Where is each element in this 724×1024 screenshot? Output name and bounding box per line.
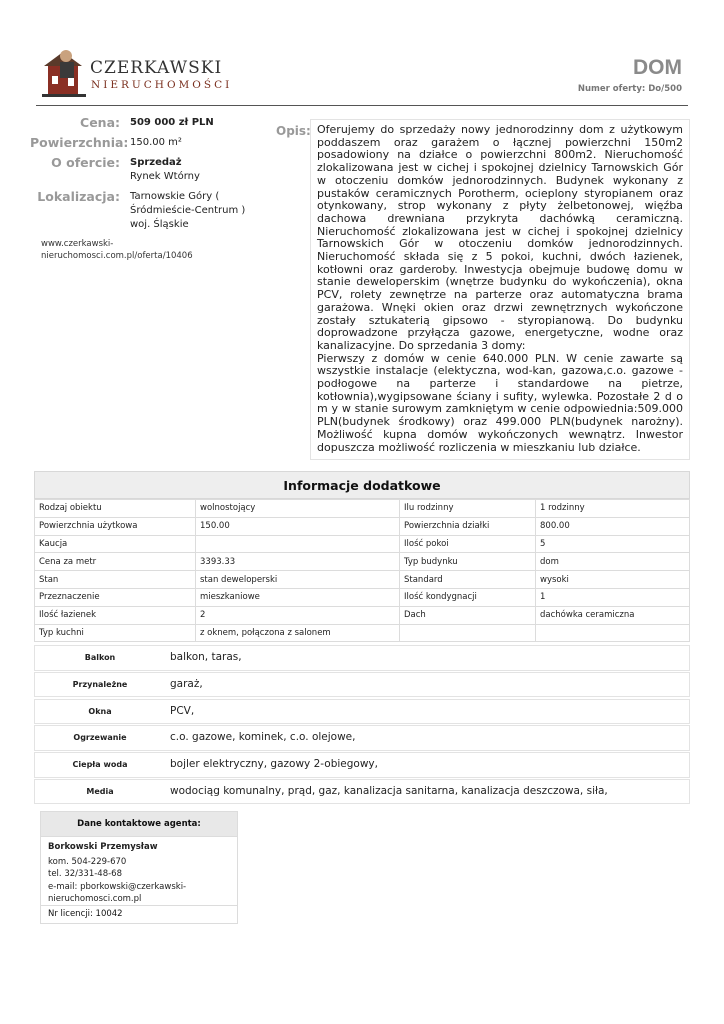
location-line: Śródmieście-Centrum ) (130, 205, 246, 216)
feature-label: Balkon (84, 653, 116, 662)
table-cell: Ilość pokoi (400, 535, 536, 553)
table-cell: Ilość łazienek (35, 606, 196, 624)
price-value: 509 000 zł PLN (130, 117, 214, 128)
agent-email-line: nieruchomosci.com.pl (48, 894, 142, 904)
table-row (35, 517, 690, 535)
feature-row-hot-water (34, 752, 690, 778)
offer-type: Sprzedaż (130, 157, 182, 168)
table-cell: dom (536, 553, 690, 571)
table-cell (536, 624, 690, 642)
offer-url-line: www.czerkawski- (41, 239, 114, 249)
feature-value: balkon, taras, (170, 651, 242, 663)
table-row (35, 606, 690, 624)
table-cell: dachówka ceramiczna (536, 606, 690, 624)
table-cell: Kaucja (35, 535, 196, 553)
table-cell: Stan (35, 571, 196, 589)
table-cell: 800.00 (536, 517, 690, 535)
feature-value: garaż, (170, 677, 203, 690)
feature-value: wodociąg komunalny, prąd, gaz, kanalizacja sanitarna, kanalizacja deszczowa, siła, (170, 784, 608, 797)
table-cell: Typ budynku (400, 553, 536, 571)
offer-url-link[interactable] (41, 238, 241, 262)
agent-license: Nr licencji: 10042 (41, 905, 237, 923)
offer-label: O ofercie: (51, 155, 120, 170)
table-cell: 5 (536, 535, 690, 553)
feature-label: Przynależne (72, 679, 128, 689)
agent-name: Borkowski Przemysław (48, 842, 158, 852)
table-cell: Przeznaczenie (35, 588, 196, 606)
table-cell: Typ kuchni (35, 624, 196, 642)
table-row (35, 571, 690, 589)
area-label: Powierzchnia: (30, 135, 129, 150)
table-cell: wolnostojący (196, 500, 400, 518)
table-cell: 1 rodzinny (536, 500, 690, 518)
price-row (30, 116, 265, 136)
table-cell: stan deweloperski (196, 571, 400, 589)
feature-value: bojler elektryczny, gazowy 2-obiegowy, (170, 758, 378, 771)
area-value: 150.00 m² (130, 137, 182, 148)
table-cell: Powierzchnia działki (400, 517, 536, 535)
table-cell: Ilość kondygnacji (400, 588, 536, 606)
table-cell: Rodzaj obiektu (35, 500, 196, 518)
feature-row-heating (34, 725, 690, 751)
location-label: Lokalizacja: (37, 189, 120, 204)
location-line: woj. Śląskie (130, 219, 189, 230)
table-row (35, 624, 690, 642)
agent-email-line: e-mail: pborkowski@czerkawski- (48, 881, 187, 892)
agent-mobile[interactable]: kom. 504-229-670 (48, 856, 127, 867)
table-cell: Cena za metr (35, 553, 196, 571)
feature-row-balcony (34, 645, 690, 671)
offer-url-line: nieruchomosci.com.pl/oferta/10406 (41, 251, 193, 261)
table-cell: mieszkaniowe (196, 588, 400, 606)
table-cell: Dach (400, 606, 536, 624)
additional-info-title: Informacje dodatkowe (34, 471, 690, 499)
additional-info (34, 471, 690, 642)
price-label: Cena: (80, 115, 120, 130)
offer-summary (30, 116, 265, 232)
table-cell: 1 (536, 588, 690, 606)
table-row (35, 535, 690, 553)
property-type-title: DOM (633, 56, 682, 79)
offer-row (30, 156, 265, 190)
description-label: Opis: (276, 124, 311, 138)
logo-figure-icon (42, 46, 86, 98)
feature-row-utilities (34, 779, 690, 805)
table-cell: 3393.33 (196, 553, 400, 571)
header-divider (36, 105, 688, 106)
brand-subtitle: NIERUCHOMOŚCI (91, 79, 233, 91)
location-row (30, 190, 265, 232)
agent-email[interactable] (48, 881, 230, 906)
table-row (35, 588, 690, 606)
description-text: Pierwszy z domów w cenie 640.000 PLN. W cenie zawarte są wszystkie instalacje (elektyczna, wod-kan, gazowa,c.o. gazowe - podłogowe na parterze i standardowe na pietrze, kotłownia),wygipsowane ściany i sufity, wylewka. Pozostałe 2 d o m y w stanie surowym zamkniętym w cenie odpowiednia:509.000 PLN(budynek środkowy) oraz 499.000 PLN(budynek narożny). Możliwość kupna domów wykończonych wewnątrz. Inwestor dopuszcza możliwość rozliczenia w mieszkaniu lub działce. (317, 351, 683, 454)
table-cell: 150.00 (196, 517, 400, 535)
feature-row-appurtenances (34, 672, 690, 698)
feature-label: Media (86, 786, 114, 796)
features-list (34, 645, 690, 806)
agent-card-title: Dane kontaktowe agenta: (41, 812, 237, 837)
table-row (35, 500, 690, 518)
offer-number: Numer oferty: Do/500 (577, 84, 682, 94)
market-type: Rynek Wtórny (130, 171, 200, 182)
table-cell: Powierzchnia użytkowa (35, 517, 196, 535)
table-cell (196, 535, 400, 553)
table-row (35, 553, 690, 571)
table-cell: Ilu rodzinny (400, 500, 536, 518)
feature-label: Okna (88, 706, 112, 716)
feature-value: c.o. gazowe, kominek, c.o. olejowe, (170, 731, 356, 744)
table-cell: z oknem, połączona z salonem (196, 624, 400, 642)
description-box (310, 119, 690, 460)
location-line: Tarnowskie Góry ( (130, 191, 220, 202)
area-row (30, 136, 265, 156)
table-cell: Standard (400, 571, 536, 589)
agent-contact-card (40, 811, 238, 924)
agent-phone[interactable]: tel. 32/331-48-68 (48, 869, 122, 879)
attributes-table (34, 499, 690, 642)
table-cell (400, 624, 536, 642)
feature-label: Ciepła woda (72, 760, 128, 770)
feature-value: PCV, (170, 704, 195, 717)
feature-row-windows (34, 699, 690, 725)
brand-name: CZERKAWSKI (90, 58, 223, 78)
company-logo (42, 46, 232, 102)
description-text: Oferujemy do sprzedaży nowy jednorodzinny dom z użytkowym poddaszem oraz garażem o łącznej powierzchni 150m2 posadowiony na działce o powierzchni 800m2. Nieruchomość zlokalizowana jest w cichej i spokojnej dzielnicy Tarnowskich Gór w otoczeniu domków jednorodzinnych. Budynek wykonany z pustaków ceramicznych Porotherm, ocieplony styropianem oraz otynkowany, strop wykonany z płyty żelbetonowej, więźba dachowa drewniana przykryta dachówką ceramiczną. Nieruchomość zlokalizowana jest w cichej i spokojnej dzielnicy Tarnowskich Gór w otoczeniu domków jednorodzinnych. Nieruchomość składa się z 5 pokoi, kuchni, dwóch łazienek, kotłowni oraz garderoby. Inwestycja obejmuje budowę domu w stanie deweloperskim (wnętrze budynku do wykończenia), okna PCV, rolety zewnętrze na parterze oraz automatyczna brama garażowa. Wnęki okien oraz drzwi zewnętrznych wykończone zostały sztukaterią gipsowo - styropianową. Do budynku doprowadzone przyłącza gazowe, energetyczne, wodne oraz kanalizacyjne. Do sprzedania 3 domy: (317, 123, 683, 352)
table-cell: 2 (196, 606, 400, 624)
feature-label: Ogrzewanie (73, 733, 127, 743)
table-cell: wysoki (536, 571, 690, 589)
